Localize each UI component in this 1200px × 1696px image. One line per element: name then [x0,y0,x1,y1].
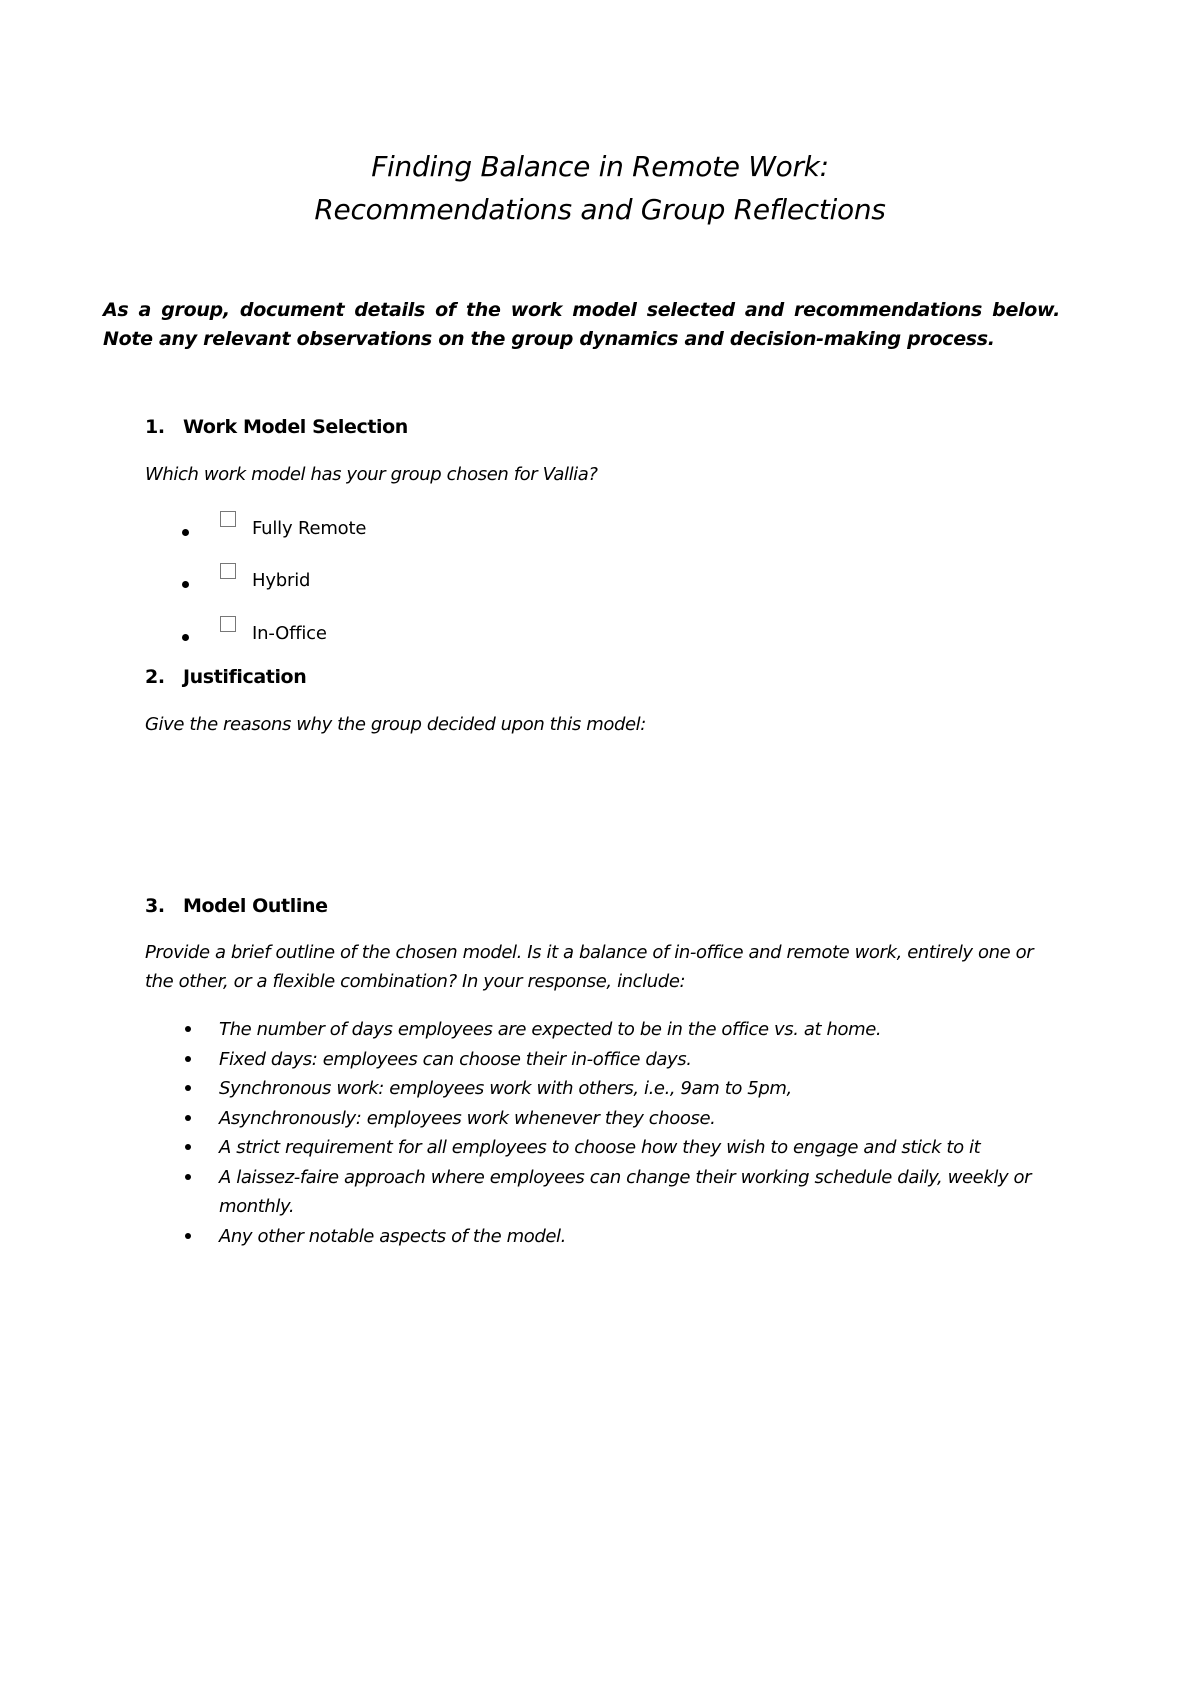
list-item: Any other notable aspects of the model. [185,1222,1065,1252]
intro-paragraph: As a group, document details of the work model selected and recommendations below. Note any relevant observations on the group dynamics and decision-making process. [103,299,1060,350]
section-title: Justification [183,666,307,688]
model-outline-prompt: Provide a brief outline of the chosen model. Is it a balance of in-office and remote work, entirely one or the other, or a flexible combination? In your response, include: [145,942,1034,992]
section-title: Model Outline [183,895,328,917]
list-item: A laissez-faire approach where employees can change their working schedule daily, weekly or monthly. [185,1163,1065,1222]
checkbox-in-office[interactable] [220,616,236,632]
bullet-icon [185,1026,191,1032]
list-item: Asynchronously: employees work whenever they choose. [185,1104,1065,1134]
list-item: Fixed days: employees can choose their in-office days. [185,1045,1065,1075]
list-item: Synchronous work: employees work with others, i.e., 9am to 5pm, [185,1074,1065,1104]
page-title-line1: Finding Balance in Remote Work: [371,150,829,183]
justification-prompt: Give the reasons why the group decided upon this model: [145,714,646,735]
bullet-icon [182,634,189,641]
bullet-icon [182,529,189,536]
bullet-icon [185,1233,191,1239]
option-label: Fully Remote [252,518,367,539]
model-outline-list [185,1015,1065,1251]
option-label: Hybrid [252,570,311,591]
option-label: In-Office [252,623,327,644]
checkbox-fully-remote[interactable] [220,511,236,527]
section-heading-work-model-selection [145,416,408,438]
section-number: 2. [145,666,165,688]
work-model-prompt: Which work model has your group chosen for Vallia? [145,464,598,485]
section-heading-justification [145,666,306,688]
bullet-icon [185,1056,191,1062]
bullet-icon [185,1174,191,1180]
section-number: 1. [145,416,165,438]
section-title: Work Model Selection [183,416,408,438]
bullet-icon [185,1144,191,1150]
section-heading-model-outline [145,895,328,917]
list-item: The number of days employees are expected to be in the office vs. at home. [185,1015,1065,1045]
page-title-line2: Recommendations and Group Reflections [314,193,886,226]
bullet-icon [182,581,189,588]
section-number: 3. [145,895,165,917]
bullet-icon [185,1115,191,1121]
bullet-icon [185,1085,191,1091]
checkbox-hybrid[interactable] [220,563,236,579]
list-item: A strict requirement for all employees to choose how they wish to engage and stick to it [185,1133,1065,1163]
